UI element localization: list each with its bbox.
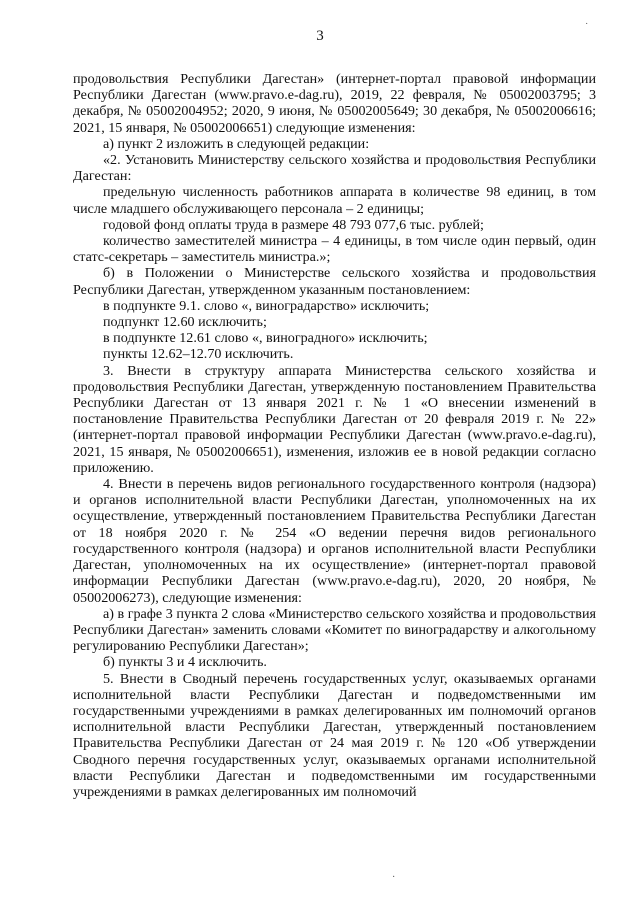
paragraph: 3. Внести в структуру аппарата Министерства сельского хозяйства и продовольствия Республики Дагестан, утвержденную постановлением Правительства Республики Дагестан от 13 января 2021 г. № 1 «О внесении изменений в постановление Правительства Республики Дагестан от 20 февраля 2019 г. № 22» (интернет-портал правовой информации Республики Дагестан (www.pravo.e-dag.ru), 2021, 15 января, № 05002006651), изменения, изложив ее в новой редакции согласно приложению.	[73, 362, 596, 476]
paragraph: б) пункты 3 и 4 исключить.	[103, 654, 267, 671]
paragraph: в подпункте 9.1. слово «, виноградарство» исключить;	[103, 297, 430, 314]
scan-mark: ·	[392, 872, 396, 883]
paragraph: а) пункт 2 изложить в следующей редакции:	[103, 135, 370, 152]
paragraph: пункты 12.62–12.70 исключить.	[103, 346, 294, 363]
paragraph: 5. Внести в Сводный перечень государственных услуг, оказываемых органами исполнительной власти Республики Дагестан и подведомственными им государственными учреждениями в рамках делегированных им полномочий органов исполнительной власти Республики Дагестан, утвержденный постановлением Правительства Республики Дагестан от 24 мая 2019 г. № 120 «Об утверждении Сводного перечня государственных услуг, оказываемых органами исполнительной власти Республики Дагестан и подведомственными им государственными учреждениями в рамках делегированных им полномочий	[73, 670, 596, 800]
page-number: 3	[316, 28, 324, 44]
paragraph: в подпункте 12.61 слово «, виноградного» исключить;	[103, 330, 428, 347]
scan-mark: ˙	[585, 22, 589, 33]
paragraph: предельную численность работников аппарата в количестве 98 единиц, в том числе младшего обслуживающего персонала – 2 единицы;	[73, 184, 596, 217]
document-body	[73, 71, 596, 800]
paragraph: а) в графе 3 пункта 2 слова «Министерство сельского хозяйства и продовольствия Республики Дагестан» заменить словами «Комитет по виноградарству и алкогольному регулированию Республики Дагестан»;	[73, 605, 596, 655]
paragraph: количество заместителей министра – 4 единицы, в том числе один первый, один статс-секретарь – заместитель министра.»;	[73, 233, 596, 266]
paragraph: «2. Установить Министерству сельского хозяйства и продовольствия Республики Дагестан:	[73, 152, 596, 185]
paragraph: годовой фонд оплаты труда в размере 48 793 077,6 тыс. рублей;	[103, 216, 484, 233]
paragraph: 4. Внести в перечень видов регионального государственного контроля (надзора) и органов исполнительной власти Республики Дагестан, уполномоченных на их осуществление, утвержденный постановлением Правительства Республики Дагестан от 18 ноября 2020 г. № 254 «О ведении перечня видов регионального государственного контроля (надзора) и органов исполнительной власти Республики Дагестан, уполномоченных на их осуществление» (интернет-портал правовой информации Республики Дагестан (www.pravo.e-dag.ru), 2020, 20 ноября, № 05002006273), следующие изменения:	[73, 476, 596, 606]
paragraph: б) в Положении о Министерстве сельского хозяйства и продовольствия Республики Дагестан, утвержденном указанным постановлением:	[73, 265, 596, 298]
paragraph: подпункт 12.60 исключить;	[103, 314, 267, 331]
paragraph: продовольствия Республики Дагестан» (интернет-портал правовой информации Республики Дагестан (www.pravo.e-dag.ru), 2019, 22 февраля, № 05002003795; 3 декабря, № 05002004952; 2020, 9 июня, № 05002005649; 30 декабря, № 05002006616; 2021, 15 января, № 05002006651) следующие изменения:	[73, 71, 596, 136]
